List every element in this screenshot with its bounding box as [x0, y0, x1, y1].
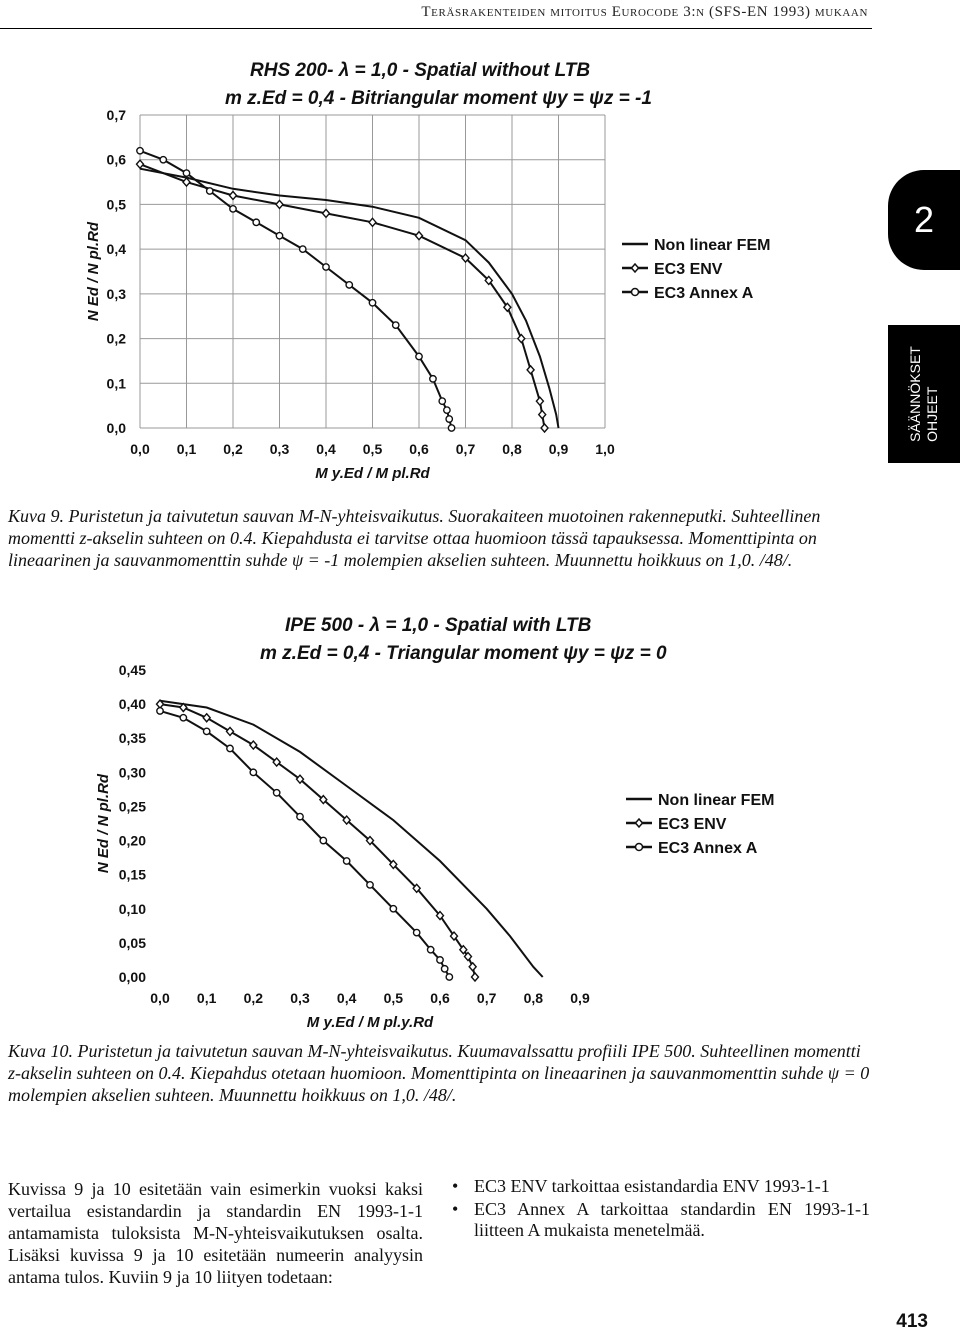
chart1-series-3-point: [137, 148, 143, 154]
chart2-series-3-point: [446, 974, 452, 980]
caption-figure-10: Kuva 10. Puristetun ja taivutetun sauvan M-N-yhteisvaikutus. Kuumavalssattu profiili IPE 500. Suhteellinen momentti z-akselin suhteen on 0.4. Kiepahdus otetaan huomioon. Momenttipinta on lineaarinen ja sauvanmomenttin suhde ψ = 0 molempien akselien suhteen. Muunnettu hoikkuus on 1,0. /48/.: [8, 1041, 870, 1105]
chart1-series-2-point: [541, 424, 548, 432]
chart1-legend-label: EC3 Annex A: [654, 285, 754, 302]
bullet-item-1: • EC3 ENV tarkoittaa esistandardia ENV 1993-1-1: [452, 1176, 830, 1196]
chart1-series-3-point: [393, 322, 399, 328]
chart2-series-3-point: [441, 966, 447, 972]
chart2-series-2-line: [160, 704, 475, 977]
chart2-ytick-label: 0,15: [118, 866, 146, 883]
chart2-ytick-label: 0,45: [118, 662, 146, 678]
chart2-xtick-label: 0,1: [196, 990, 217, 1006]
chart2-series-3-point: [320, 837, 326, 843]
chart2-series-3-point: [367, 882, 373, 888]
bullet-item-2: • EC3 Annex A tarkoittaa standardin EN 1993-1-1 liitteen A mukaista menetelmää.: [452, 1199, 870, 1240]
chart1-series-2-point: [137, 160, 144, 168]
chart2-ytick-label: 0,05: [118, 934, 146, 951]
chart1-series-3-point: [446, 416, 452, 422]
bullet-list: [450, 1176, 870, 1243]
chart2-xtick-label: 0,4: [336, 990, 357, 1006]
chart1-xtick-label: 0,5: [362, 441, 383, 457]
chart2-ytick-label: 0,10: [118, 900, 146, 917]
chart2-series-3-point: [273, 790, 279, 796]
chart1-series-3-point: [276, 233, 282, 239]
chart1-ytick-label: 0,3: [106, 285, 126, 302]
bullet-text-1: EC3 ENV tarkoittaa esistandardia ENV 1993-1-1: [474, 1176, 830, 1196]
chart1-series-2-point: [183, 178, 190, 186]
chart2-series-3-point: [250, 769, 256, 775]
chart1-series-3-point: [444, 407, 450, 413]
chart1-ytick-label: 0,6: [106, 151, 126, 168]
body-paragraph: Kuvissa 9 ja 10 esitetään vain esimerkin vuoksi kaksi vertailua esistandardin ja standardin EN 1993-1-1 antamamista tuloksista M-N-yhteisvaikutuksen osalta. Lisäksi kuvissa 9 ja 10 esitetään numeerin analyysin antama tulos. Kuviin 9 ja 10 liityen todetaan:: [8, 1179, 423, 1287]
chart2-xtick-label: 0,5: [383, 990, 404, 1006]
chart1-title-line1: RHS 200- λ = 1,0 - Spatial without LTB: [250, 60, 591, 81]
chart2-series-1-line: [160, 701, 543, 977]
chart2-legend-marker: [636, 844, 643, 851]
section-label-1: SÄÄNNÖKSET: [907, 346, 923, 442]
chart1-series-3-point: [439, 398, 445, 404]
chart-figure-10: [0, 605, 880, 1035]
chart1-xtick-label: 0,2: [223, 441, 243, 457]
chart1-series-3-point: [253, 219, 259, 225]
chart2-xtick-label: 0,7: [476, 990, 497, 1006]
section-tab: [888, 325, 960, 463]
section-label-2: OHJEET: [924, 386, 940, 442]
chart1-ytick-label: 0,4: [106, 241, 126, 258]
chart1-series-2-point: [369, 218, 376, 226]
chart2-legend-label: EC3 Annex A: [658, 840, 758, 857]
header-rule: [0, 28, 872, 29]
chart1-series-2-line: [140, 164, 545, 428]
chart2-legend-label: Non linear FEM: [658, 792, 775, 809]
chart1-series-3-point: [183, 170, 189, 176]
chart2-series-3-point: [157, 708, 163, 714]
chart1-ytick-label: 0,7: [106, 107, 126, 123]
chart1-xlabel: M y.Ed / M pl.Rd: [315, 465, 430, 482]
chart1-xtick-label: 0,6: [409, 441, 429, 457]
chart2-xtick-label: 0,0: [150, 990, 170, 1006]
caption-figure-9: Kuva 9. Puristetun ja taivutetun sauvan M-N-yhteisvaikutus. Suorakaiteen muotoinen rakenneputki. Suhteellinen momentti z-akselin suhteen on 0.4. Kiepahdusta ei tarvitse ottaa huomioon tässä tapauksessa. Momenttipinta on lineaarinen ja sauvanmomenttin suhde ψ = -1 molempien akselien suhteen. Muunnettu hoikkuus on 1,0. /48/.: [8, 506, 821, 570]
chart1-series-3-point: [346, 282, 352, 288]
chart2-series-2-point: [203, 714, 210, 722]
chart1-xtick-label: 0,9: [548, 441, 569, 457]
chart-figure-9: [0, 50, 880, 500]
chart1-series-2-point: [536, 397, 543, 405]
chart2-title-line1: IPE 500 - λ = 1,0 - Spatial with LTB: [285, 615, 592, 636]
chart1-series-2-point: [527, 366, 534, 374]
chart1-title-line2: m z.Ed = 0,4 - Bitriangular moment ψy = ψz = -1: [225, 88, 652, 109]
chart1-xtick-label: 0,8: [502, 441, 522, 457]
chart1-series-3-point: [430, 376, 436, 382]
chart1-series-2-point: [518, 335, 525, 343]
chart2-series-3-point: [437, 957, 443, 963]
chart2-xlabel: M y.Ed / M pl.y.Rd: [306, 1014, 434, 1031]
chart2-series-2-point: [469, 963, 476, 971]
chart1-xtick-label: 0,4: [316, 441, 336, 457]
chart2-legend-label: EC3 ENV: [658, 816, 727, 833]
chart1-series-2-point: [276, 200, 283, 208]
chart1-series-2-point: [323, 209, 330, 217]
chart1-legend-label: EC3 ENV: [654, 261, 723, 278]
chart1-legend-label: Non linear FEM: [654, 237, 771, 254]
chart1-series-3-point: [323, 264, 329, 270]
chart2-series-3-point: [297, 813, 303, 819]
chart2-ytick-label: 0,20: [118, 832, 146, 849]
chart2-ytick-label: 0,30: [118, 764, 146, 781]
chart2-series-3-line: [160, 711, 449, 977]
chart1-series-2-point: [416, 232, 423, 240]
chart1-xtick-label: 0,1: [176, 441, 197, 457]
chart1-series-3-point: [448, 425, 454, 431]
chart2-series-3-point: [390, 906, 396, 912]
chart1-ytick-label: 0,2: [106, 330, 126, 347]
chart1-ytick-label: 0,1: [106, 375, 126, 392]
chart1-series-3-point: [416, 353, 422, 359]
chart2-series-3-point: [227, 745, 233, 751]
chart1-series-2-point: [539, 411, 546, 419]
page-number: 413: [896, 1311, 928, 1332]
chart2-series-3-point: [180, 715, 186, 721]
chart2-series-3-point: [427, 947, 433, 953]
chart2-xtick-label: 0,9: [570, 990, 590, 1006]
chart1-series-1-line: [140, 169, 559, 428]
running-header: Teräsrakenteiden mitoitus Eurocode 3:n (SFS-EN 1993) mukaan: [421, 4, 868, 20]
chart1-legend-marker: [632, 289, 639, 296]
chart2-series-3-point: [343, 858, 349, 864]
chart1-series-3-point: [369, 300, 375, 306]
chart1-series-3-point: [207, 188, 213, 194]
chapter-number: 2: [913, 199, 935, 240]
chart2-title-line2: m z.Ed = 0,4 - Triangular moment ψy = ψz = 0: [260, 643, 667, 664]
chart2-series-2-point: [472, 973, 479, 981]
chart2-ytick-label: 0,35: [118, 730, 146, 747]
chart2-ytick-label: 0,00: [118, 969, 146, 985]
chart2-xtick-label: 0,3: [290, 990, 310, 1006]
chart2-xtick-label: 0,6: [430, 990, 450, 1006]
chart1-xtick-label: 0,7: [455, 441, 476, 457]
chart1-legend: [618, 230, 778, 310]
chart1-series-3-point: [300, 246, 306, 252]
chart2-xtick-label: 0,2: [243, 990, 264, 1006]
chart2-series-3-point: [413, 929, 419, 935]
chart2-xtick-label: 0,8: [523, 990, 544, 1006]
chart2-series-3-point: [203, 728, 209, 734]
chapter-tab: [888, 170, 960, 270]
chart2-ytick-label: 0,40: [118, 696, 146, 713]
chart1-ytick-label: 0,5: [106, 196, 126, 213]
chart1-ylabel: N Ed / N pl.Rd: [85, 221, 102, 322]
chart1-xtick-label: 1,0: [595, 441, 615, 457]
chart1-xtick-label: 0,0: [130, 441, 150, 457]
chart1-ytick-label: 0,0: [106, 420, 126, 436]
chart1-series-3-point: [160, 157, 166, 163]
chart1-xtick-label: 0,3: [269, 441, 290, 457]
chart2-ylabel: N Ed / N pl.Rd: [95, 773, 112, 874]
chart2-ytick-label: 0,25: [118, 798, 146, 815]
chart1-series-3-point: [230, 206, 236, 212]
chart1-series-2-point: [230, 191, 237, 199]
chart2-series-2-point: [227, 727, 234, 735]
bullet-text-2: EC3 Annex A tarkoittaa standardin EN 1993-1-1 liitteen A mukaista menetelmää.: [474, 1199, 870, 1240]
chart2-legend: [622, 785, 782, 865]
